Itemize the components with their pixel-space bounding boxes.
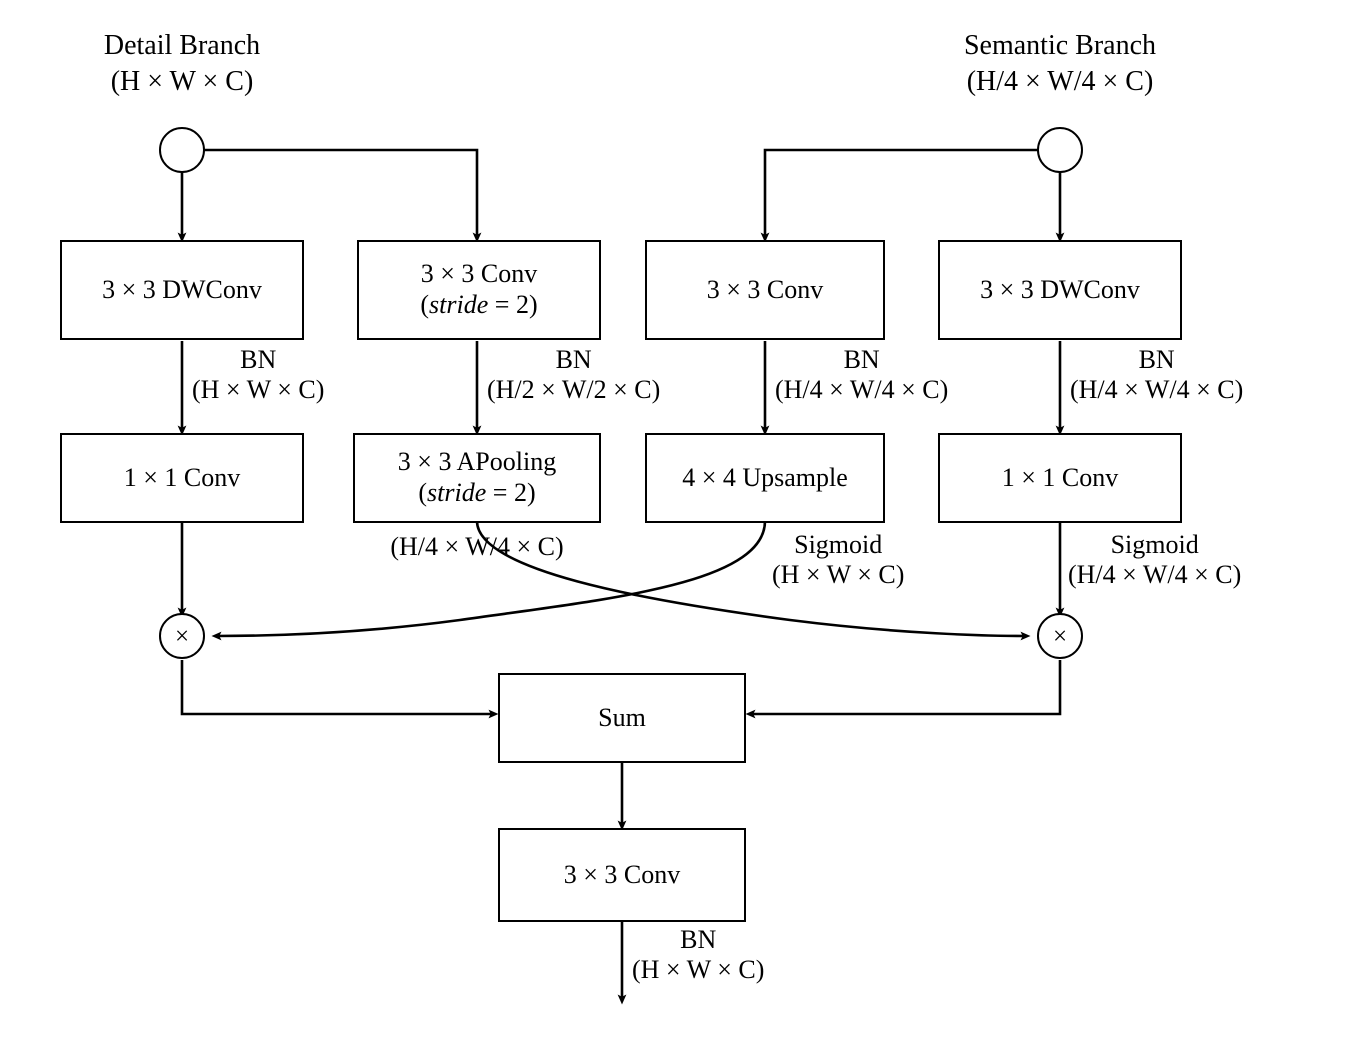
edge-label-sigmoid-right-shape: (H/4 × W/4 × C) [1068, 559, 1242, 589]
node-conv-semantic [645, 240, 885, 340]
multiply-left-symbol: × [174, 622, 190, 650]
edge-label-bn1-op: BN [240, 345, 277, 374]
detail-branch-shape: (H × W × C) [110, 66, 254, 98]
node-dwconv-right-label: 3 × 3 DWConv [980, 274, 1140, 304]
detail-branch-label: Detail Branch [103, 30, 261, 61]
edge-label-bn4 [1070, 345, 1243, 405]
edge-label-bn-output-op: BN [680, 925, 717, 954]
node-conv-semantic-label: 3 × 3 Conv [706, 274, 824, 304]
multiply-right-operator [1037, 613, 1083, 659]
edge-label-bn2-shape: (H/2 × W/2 × C) [487, 374, 661, 404]
edge-label-bn-output-shape: (H × W × C) [632, 954, 765, 984]
edge-label-apooling-output-shape: (H/4 × W/4 × C) [390, 532, 564, 561]
node-conv1x1-left-label: 1 × 1 Conv [123, 462, 241, 492]
node-conv-stride2-label: 3 × 3 Conv [420, 259, 538, 289]
node-upsample-label: 4 × 4 Upsample [682, 462, 848, 492]
node-dwconv-left [60, 240, 304, 340]
edge-label-sigmoid-right [1068, 530, 1241, 590]
semantic-branch-label: Semantic Branch [963, 30, 1157, 61]
multiply-left-operator [159, 613, 205, 659]
node-dwconv-left-label: 3 × 3 DWConv [102, 274, 262, 304]
node-apooling-sublabel: (stride = 2) [418, 478, 536, 507]
node-sum-label: Sum [598, 702, 646, 732]
edge-label-bn2-op: BN [555, 345, 592, 374]
node-conv-stride2 [357, 240, 601, 340]
node-conv-stride2-sublabel: (stride = 2) [420, 290, 538, 319]
edge-label-bn1 [192, 345, 324, 405]
multiply-right-symbol: × [1052, 622, 1068, 650]
semantic-branch-title [964, 28, 1156, 101]
edge-label-bn3-shape: (H/4 × W/4 × C) [775, 374, 949, 404]
edge-label-sigmoid-left-shape: (H × W × C) [772, 559, 905, 589]
edge-label-sigmoid-right-op: Sigmoid [1110, 530, 1199, 559]
node-conv-output-label: 3 × 3 Conv [563, 859, 681, 889]
node-apooling-label: 3 × 3 APooling [397, 447, 557, 477]
edge-label-bn4-shape: (H/4 × W/4 × C) [1070, 374, 1244, 404]
edge-label-bn3 [775, 345, 948, 405]
edge-label-bn4-op: BN [1138, 345, 1175, 374]
semantic-branch-shape: (H/4 × W/4 × C) [966, 66, 1154, 98]
detail-branch-title [104, 28, 260, 101]
node-conv1x1-right [938, 433, 1182, 523]
node-apooling [353, 433, 601, 523]
semantic-branch-split-node [1037, 127, 1083, 173]
edge-label-bn1-shape: (H × W × C) [192, 374, 325, 404]
edge-label-sigmoid-left [772, 530, 904, 590]
edge-label-bn3-op: BN [843, 345, 880, 374]
edge-label-bn2 [487, 345, 660, 405]
node-upsample [645, 433, 885, 523]
node-conv1x1-left [60, 433, 304, 523]
node-sum [498, 673, 746, 763]
edge-label-sigmoid-left-op: Sigmoid [794, 530, 883, 559]
node-dwconv-right [938, 240, 1182, 340]
node-conv1x1-right-label: 1 × 1 Conv [1001, 462, 1119, 492]
detail-branch-split-node [159, 127, 205, 173]
edge-label-bn-output [632, 925, 764, 985]
node-conv-output [498, 828, 746, 922]
